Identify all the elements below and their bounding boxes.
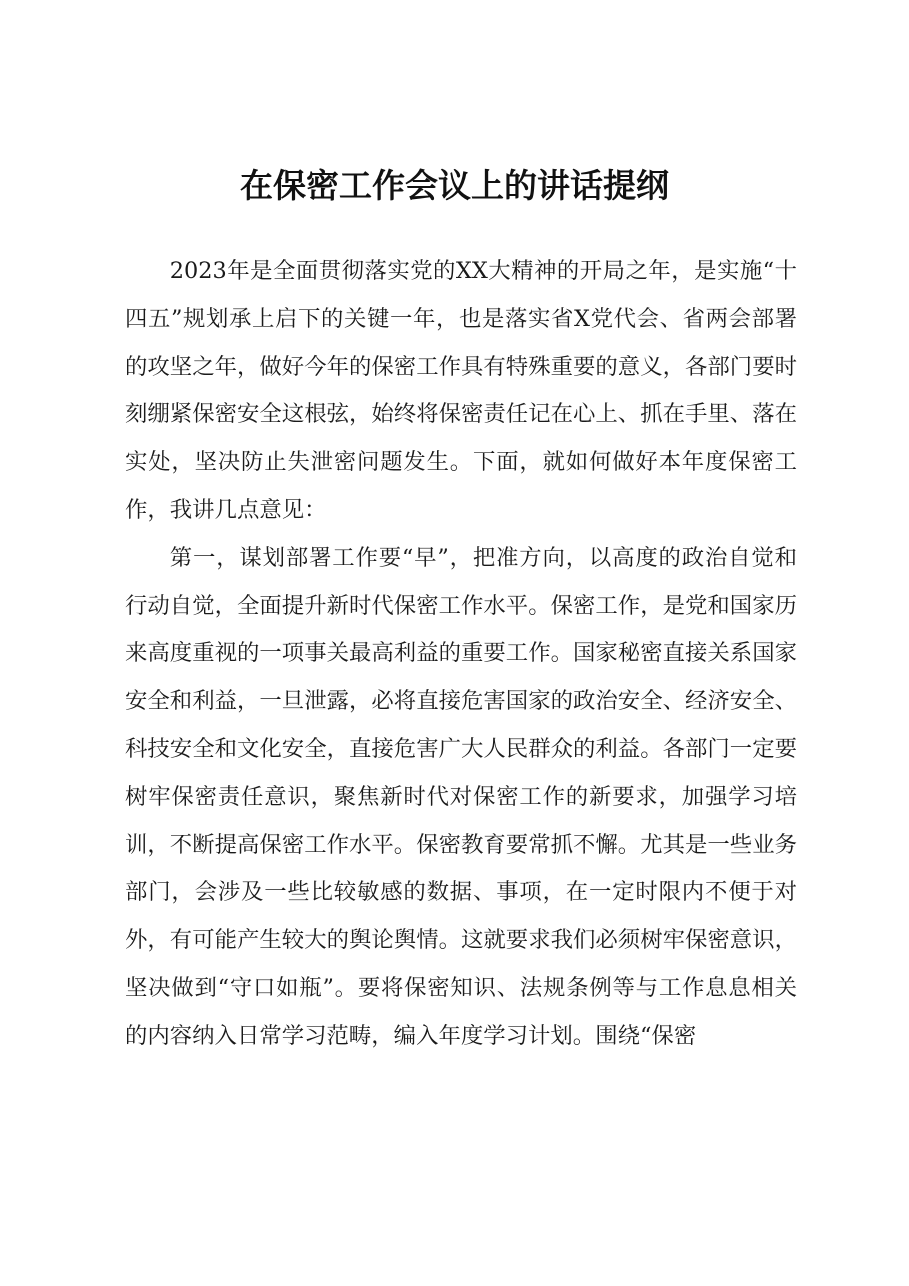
document-body	[125, 248, 797, 1061]
document-title: 在保密工作会议上的讲话提纲	[240, 166, 669, 205]
paragraph-first-point: 第一，谋划部署工作要“早”，把准方向，以高度的政治自觉和行动自觉，全面提升新时代保密工作水平。保密工作，是党和国家历来高度重视的一项事关最高利益的重要工作。国家秘密直接关系国家安全和利益，一旦泄露，必将直接危害国家的政治安全、经济安全、科技安全和文化安全，直接危害广大人民群众的利益。各部门一定要树牢保密责任意识，聚焦新时代对保密工作的新要求，加强学习培训，不断提高保密工作水平。保密教育要常抓不懈。尤其是一些业务部门，会涉及一些比较敏感的数据、事项，在一定时限内不便于对外，有可能产生较大的舆论舆情。这就要求我们必须树牢保密意识，坚决做到“守口如瓶”。要将保密知识、法规条例等与工作息息相关的内容纳入日常学习范畴，编入年度学习计划。围绕“保密	[125, 544, 797, 1049]
paragraph-intro: 2023年是全面贯彻落实党的XX大精神的开局之年，是实施“十四五”规划承上启下的关键一年，也是落实省X党代会、省两会部署的攻坚之年，做好今年的保密工作具有特殊重要的意义，各部门要时刻绷紧保密安全这根弦，始终将保密责任记在心上、抓在手里、落在实处，坚决防止失泄密问题发生。下面，就如何做好本年度保密工作，我讲几点意见：	[125, 258, 797, 523]
